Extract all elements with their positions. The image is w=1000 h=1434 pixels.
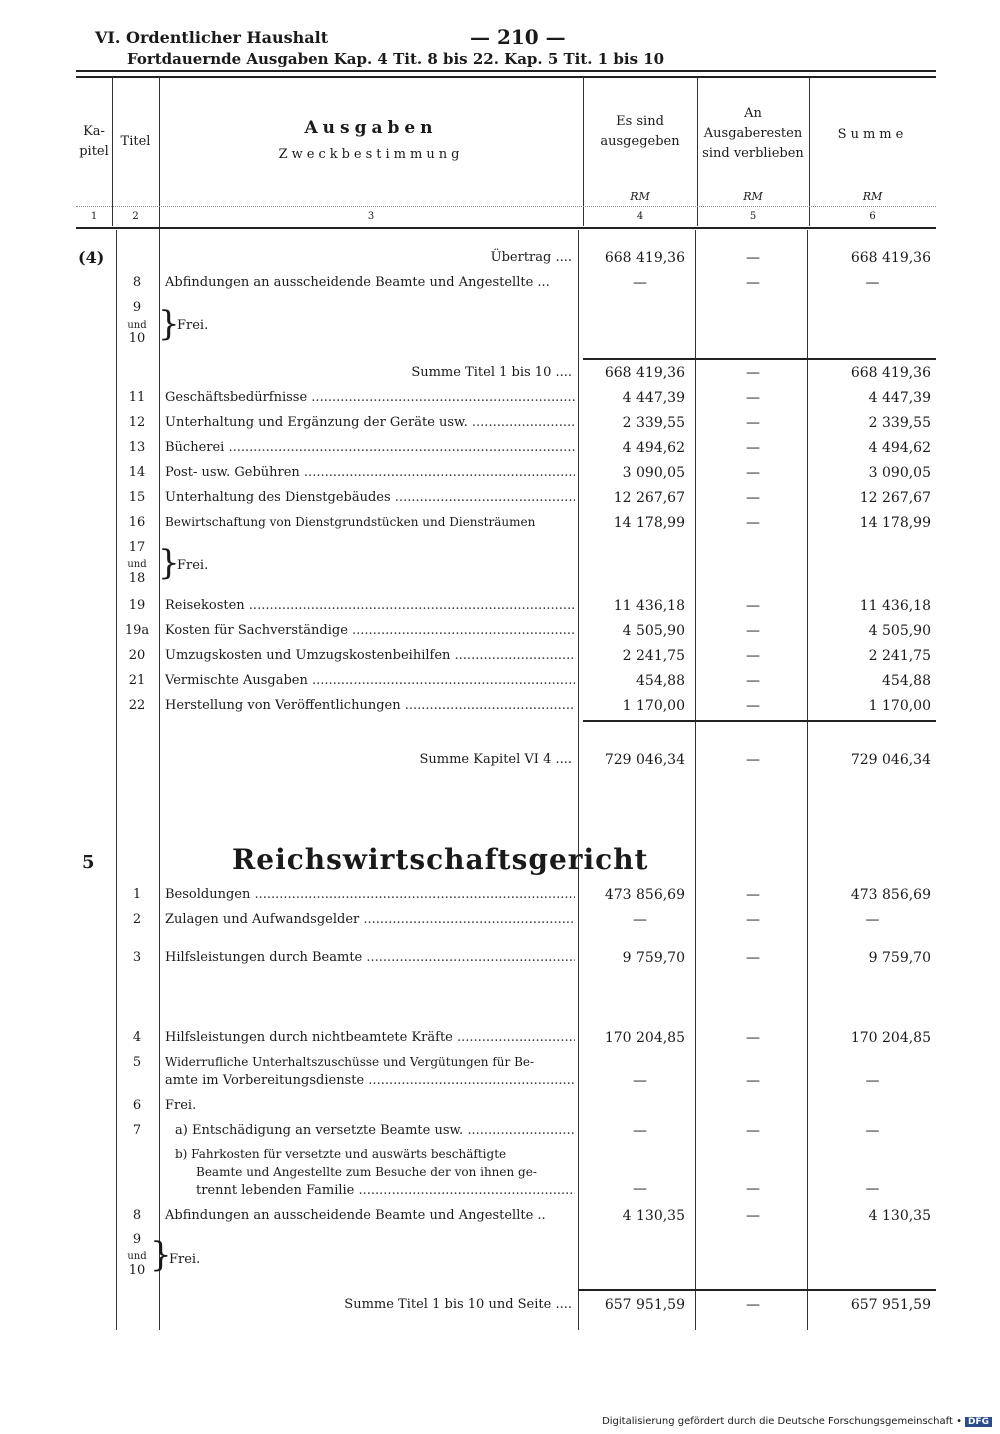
kap4-row8-text: Abfindungen an ausscheidende Beamte und Angestellte ... xyxy=(165,275,550,290)
kap5-row5-line2: amte im Vorbereitungsdienste ..... xyxy=(165,1073,575,1088)
kap4-summe-1-10-sum: 668 419,36 xyxy=(850,365,931,381)
kap4-frei-a-text: Frei. xyxy=(177,318,209,333)
kap5-frei-text: Frei. xyxy=(169,1252,201,1267)
row-rest: — xyxy=(746,490,760,506)
section-header: VI. Ordentlicher Haushalt xyxy=(95,28,329,47)
col-ausgegeben-heading xyxy=(583,112,697,152)
row-amount: 3 090,05 xyxy=(622,465,685,481)
row-sum: 4 447,39 xyxy=(868,390,931,406)
row-tit: 19 xyxy=(128,598,146,613)
row-sum: 4 494,62 xyxy=(868,440,931,456)
row-sum: 9 759,70 xyxy=(868,950,931,966)
row-tit: 20 xyxy=(128,648,146,663)
row-sum: 454,88 xyxy=(882,673,931,689)
kap5-row7b-sum: — xyxy=(865,1181,880,1197)
row-rest: — xyxy=(746,598,760,614)
reste-line1: An xyxy=(744,106,762,121)
ausgegeben-line1: Es sind xyxy=(616,114,664,129)
row-text: Vermischte Ausgaben ..... xyxy=(165,673,575,688)
row-rest: — xyxy=(746,440,760,456)
page-subtitle: Fortdauernde Ausgaben Kap. 4 Tit. 8 bis 22. Kap. 5 Tit. 1 bis 10 xyxy=(127,50,665,68)
row-tit: 1 xyxy=(132,887,142,902)
unit-col6: RM xyxy=(862,190,883,203)
row-amount: 473 856,69 xyxy=(604,887,685,903)
row-amount: 9 759,70 xyxy=(622,950,685,966)
colnum-2: 2 xyxy=(132,211,139,222)
row-tit: 14 xyxy=(128,465,146,480)
kap5-row7a-text: a) Entschädigung an versetzte Beamte usw. ..... xyxy=(175,1123,575,1138)
uebertrag-label: Übertrag .... xyxy=(490,250,572,265)
kap4-frei-a-und: und xyxy=(127,320,147,331)
kap4-frei-b-und: und xyxy=(127,559,147,570)
row-sum: 14 178,99 xyxy=(859,515,931,531)
row-amount: 1 170,00 xyxy=(622,698,685,714)
row-text: Zulagen und Aufwandsgelder ..... xyxy=(165,912,575,927)
kap5-summe-rest: — xyxy=(746,1297,760,1313)
page-number: — 210 — xyxy=(470,25,566,49)
col-zweck-heading: Zweckbestimmung xyxy=(278,147,464,162)
brace-icon: } xyxy=(158,304,180,344)
row-rest: — xyxy=(746,415,760,431)
row-tit: 4 xyxy=(132,1030,142,1045)
uebertrag-amount: 668 419,36 xyxy=(604,250,685,266)
kapitel-bottom: pitel xyxy=(79,144,109,159)
row-text: Kosten für Sachverständige ..... xyxy=(165,623,575,638)
col-kapitel-heading xyxy=(76,122,112,162)
kap4-summe-1-10-rest: — xyxy=(746,365,760,381)
col-reste-heading xyxy=(697,104,809,164)
row-sum: 11 436,18 xyxy=(859,598,931,614)
row-text: Unterhaltung und Ergänzung der Geräte usw. ..... xyxy=(165,415,575,430)
row-tit: 22 xyxy=(128,698,146,713)
kap4-summe-label: Summe Kapitel VI 4 .... xyxy=(419,752,572,767)
footer-text: Digitalisierung gefördert durch die Deutsche Forschungsgemeinschaft • xyxy=(602,1416,962,1427)
kap5-row5-sum: — xyxy=(865,1073,880,1089)
kap5-row5-line1: Widerrufliche Unterhaltszuschüsse und Vergütungen für Be- xyxy=(165,1055,535,1069)
header-rule xyxy=(76,70,936,72)
row-text: Hilfsleistungen durch Beamte ..... xyxy=(165,950,575,965)
colnum-5: 5 xyxy=(749,211,757,222)
row-rest: — xyxy=(746,1030,760,1046)
row-text: Bewirtschaftung von Dienstgrundstücken und Diensträumen xyxy=(165,515,536,529)
kap5-row8-tit: 8 xyxy=(132,1208,142,1223)
kap4-row8-rest: — xyxy=(746,275,760,291)
kap5-frei-top: 9 xyxy=(132,1232,142,1247)
kap5-summe-amount: 657 951,59 xyxy=(604,1297,685,1313)
colnum-6: 6 xyxy=(869,211,876,222)
kapitel-4-label: (4) xyxy=(78,248,105,267)
row-amount: 2 241,75 xyxy=(622,648,685,664)
row-text: Hilfsleistungen durch nichtbeamtete Kräfte ..... xyxy=(165,1030,575,1045)
row-tit: 12 xyxy=(128,415,146,430)
kap5-row8-amount: 4 130,35 xyxy=(622,1208,685,1224)
kap5-row7a-rest: — xyxy=(746,1123,760,1139)
body-divider-4 xyxy=(695,230,696,1330)
kap4-row8-sum: — xyxy=(865,275,880,291)
colnum-1: 1 xyxy=(90,211,98,222)
rule-before-summe-kapitel xyxy=(583,720,936,722)
rule-before-summe-1-10 xyxy=(583,358,936,360)
col-titel-heading: Titel xyxy=(120,134,151,149)
colnum-4: 4 xyxy=(636,211,644,222)
row-text: Unterhaltung des Dienstgebäudes ..... xyxy=(165,490,575,505)
row-amount: 170 204,85 xyxy=(604,1030,685,1046)
col-divider-1 xyxy=(112,78,113,226)
row-amount: 4 447,39 xyxy=(622,390,685,406)
row-text: Umzugskosten und Umzugskostenbeihilfen ..... xyxy=(165,648,575,663)
row-amount: 454,88 xyxy=(636,673,685,689)
row-amount: — xyxy=(633,912,647,928)
kap5-row6-text: Frei. xyxy=(165,1098,197,1113)
uebertrag-sum: 668 419,36 xyxy=(850,250,931,266)
kap5-row5-amount: — xyxy=(633,1073,647,1089)
ausgegeben-line2: ausgegeben xyxy=(600,134,680,149)
uebertrag-rest: — xyxy=(746,250,760,266)
kap4-summe-1-10-label: Summe Titel 1 bis 10 .... xyxy=(411,365,572,380)
row-rest: — xyxy=(746,673,760,689)
kap5-row7-tit: 7 xyxy=(132,1123,142,1138)
row-sum: 2 241,75 xyxy=(868,648,931,664)
row-tit: 13 xyxy=(128,440,146,455)
row-text: Reisekosten ..... xyxy=(165,598,575,613)
row-rest: — xyxy=(746,515,760,531)
row-tit: 19a xyxy=(124,623,150,638)
row-text: Bücherei ..... xyxy=(165,440,575,455)
row-tit: 15 xyxy=(128,490,146,505)
col-divider-5 xyxy=(809,78,810,226)
kapitel-top: Ka- xyxy=(83,124,105,139)
row-amount: 4 494,62 xyxy=(622,440,685,456)
row-amount: 12 267,67 xyxy=(613,490,685,506)
unit-col5: RM xyxy=(743,190,763,203)
col-ausgaben-heading: Ausgaben xyxy=(304,118,438,138)
kap5-row8-text: Abfindungen an ausscheidende Beamte und Angestellte .. xyxy=(165,1208,546,1223)
row-rest: — xyxy=(746,912,760,928)
kap5-row5-tit: 5 xyxy=(132,1055,142,1070)
row-text: Besoldungen ..... xyxy=(165,887,575,902)
kap4-row8-tit: 8 xyxy=(132,275,142,290)
kap4-summe-rest: — xyxy=(746,752,760,768)
row-text: Geschäftsbedürfnisse ..... xyxy=(165,390,575,405)
row-sum: 3 090,05 xyxy=(868,465,931,481)
table-top-rule xyxy=(76,76,936,78)
kap5-row8-rest: — xyxy=(746,1208,760,1224)
kap5-row7b-amount: — xyxy=(633,1181,647,1197)
row-rest: — xyxy=(746,465,760,481)
row-amount: 4 505,90 xyxy=(622,623,685,639)
kap5-row7a-sum: — xyxy=(865,1123,880,1139)
row-tit: 11 xyxy=(128,390,146,405)
row-sum: 4 505,90 xyxy=(868,623,931,639)
row-sum: 473 856,69 xyxy=(850,887,931,903)
col-divider-3 xyxy=(583,78,584,226)
brace-icon: } xyxy=(150,1235,172,1275)
header-unit-rule xyxy=(76,206,936,207)
row-amount: 11 436,18 xyxy=(613,598,685,614)
row-amount: 2 339,55 xyxy=(622,415,685,431)
row-rest: — xyxy=(746,390,760,406)
kap4-frei-a-bottom: 10 xyxy=(128,331,146,346)
row-tit: 2 xyxy=(132,912,142,927)
kapitel-5-label: 5 xyxy=(82,852,95,873)
kap5-row7b-line1: b) Fahrkosten für versetzte und auswärts beschäftigte xyxy=(175,1147,507,1161)
brace-icon: } xyxy=(158,543,180,583)
reste-line2: Ausgaberesten xyxy=(703,126,803,141)
row-tit: 3 xyxy=(132,950,142,965)
kap5-row7a-amount: — xyxy=(633,1123,647,1139)
dfg-logo: DFG xyxy=(965,1417,992,1427)
row-rest: — xyxy=(746,648,760,664)
row-tit: 16 xyxy=(128,515,146,530)
kap4-frei-b-bottom: 18 xyxy=(128,571,146,586)
kap5-summe-label: Summe Titel 1 bis 10 und Seite .... xyxy=(344,1297,572,1312)
row-sum: — xyxy=(865,912,880,928)
section-title: Reichswirtschaftsgericht xyxy=(232,843,649,876)
kap5-row7b-line2: Beamte und Angestellte zum Besuche der von ihnen ge- xyxy=(196,1165,537,1179)
kap5-row6-tit: 6 xyxy=(132,1098,142,1113)
row-sum: 12 267,67 xyxy=(859,490,931,506)
row-sum: 2 339,55 xyxy=(868,415,931,431)
rule-before-summe-kap5 xyxy=(578,1289,936,1291)
reste-line3: sind verblieben xyxy=(702,146,804,161)
kap5-row7b-line3: trennt lebenden Familie ..... xyxy=(196,1183,575,1198)
kap4-frei-b-text: Frei. xyxy=(177,558,209,573)
row-rest: — xyxy=(746,950,760,966)
body-divider-3 xyxy=(578,230,579,1330)
row-rest: — xyxy=(746,698,760,714)
row-sum: 170 204,85 xyxy=(850,1030,931,1046)
row-rest: — xyxy=(746,623,760,639)
header-bottom-rule xyxy=(76,227,936,229)
kap4-summe-amount: 729 046,34 xyxy=(604,752,685,768)
row-sum: 1 170,00 xyxy=(868,698,931,714)
row-amount: 14 178,99 xyxy=(613,515,685,531)
kap4-row8-amount: — xyxy=(633,275,647,291)
kap4-summe-1-10-amount: 668 419,36 xyxy=(604,365,685,381)
kap4-summe-sum: 729 046,34 xyxy=(850,752,931,768)
row-text: Herstellung von Veröffentlichungen ..... xyxy=(165,698,575,713)
kap5-summe-sum: 657 951,59 xyxy=(850,1297,931,1313)
kap4-frei-a-top: 9 xyxy=(132,300,142,315)
kap5-row5-rest: — xyxy=(746,1073,760,1089)
footer xyxy=(602,1416,992,1427)
kap4-frei-b-top: 17 xyxy=(128,540,146,555)
kap5-frei-bottom: 10 xyxy=(128,1263,146,1278)
unit-col4: RM xyxy=(630,190,650,203)
kap5-row8-sum: 4 130,35 xyxy=(868,1208,931,1224)
colnum-3: 3 xyxy=(367,211,375,222)
row-text: Post- usw. Gebühren ..... xyxy=(165,465,575,480)
row-tit: 21 xyxy=(128,673,146,688)
col-summe-heading: Summe xyxy=(837,127,908,142)
row-rest: — xyxy=(746,887,760,903)
kap5-row7b-rest: — xyxy=(746,1181,760,1197)
kap5-frei-und: und xyxy=(127,1251,147,1262)
